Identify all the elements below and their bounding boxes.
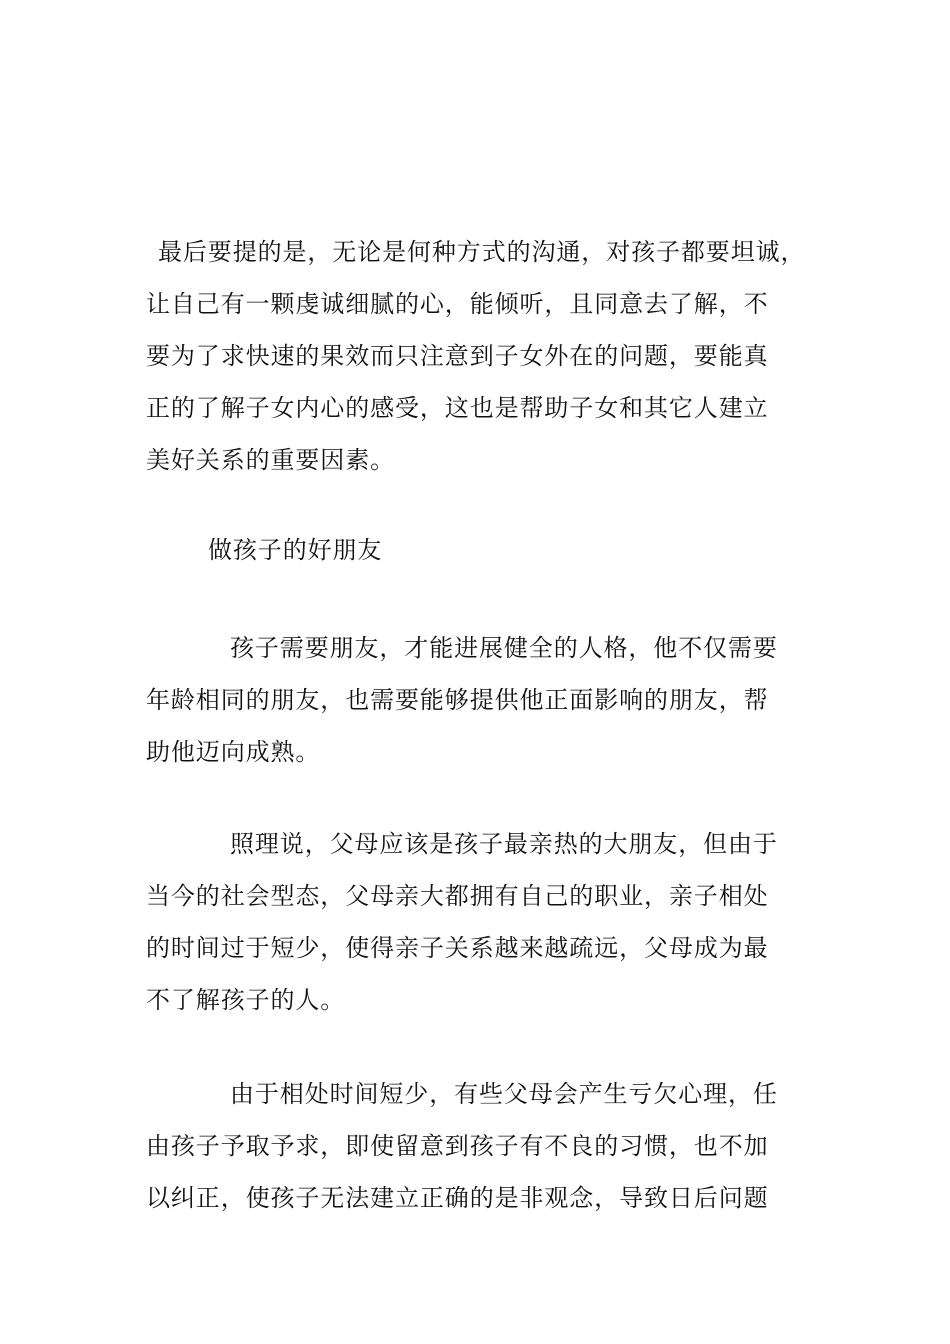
text-line: 由于相处时间短少，有些父母会产生亏欠心理，任 — [230, 1080, 778, 1108]
paragraph-honest-communication — [146, 226, 816, 486]
text-line: 孩子需要朋友，才能进展健全的人格，他不仅需要 — [230, 634, 778, 662]
paragraph-parents-as-friends — [146, 818, 816, 1026]
paragraph-children-need-friends — [146, 622, 816, 778]
text-line: 照理说，父母应该是孩子最亲热的大朋友，但由于 — [230, 830, 778, 858]
text-line: 最后要提的是，无论是何种方式的沟通，对孩子都要坦诚， — [158, 238, 806, 266]
heading-text: 做孩子的好朋友 — [208, 536, 383, 564]
text-line: 美好关系的重要因素。 — [146, 446, 395, 474]
text-line: 以纠正，使孩子无法建立正确的是非观念，导致日后问题 — [146, 1184, 769, 1212]
paragraph-limited-time — [146, 1068, 816, 1224]
text-line: 助他迈向成熟。 — [146, 738, 321, 766]
text-line: 要为了求快速的果效而只注意到子女外在的问题，要能真 — [146, 342, 769, 370]
text-line: 年龄相同的朋友，也需要能够提供他正面影响的朋友，帮 — [146, 686, 769, 714]
text-line: 当今的社会型态，父母亲大都拥有自己的职业，亲子相处 — [146, 882, 769, 910]
text-line: 让自己有一颗虔诚细腻的心，能倾听，且同意去了解，不 — [146, 290, 769, 318]
text-line: 由孩子予取予求，即使留意到孩子有不良的习惯，也不加 — [146, 1132, 769, 1160]
text-line: 正的了解子女内心的感受，这也是帮助子女和其它人建立 — [146, 394, 769, 422]
text-line: 不了解孩子的人。 — [146, 986, 346, 1014]
text-line: 的时间过于短少，使得亲子关系越来越疏远，父母成为最 — [146, 934, 769, 962]
section-heading — [146, 524, 816, 576]
